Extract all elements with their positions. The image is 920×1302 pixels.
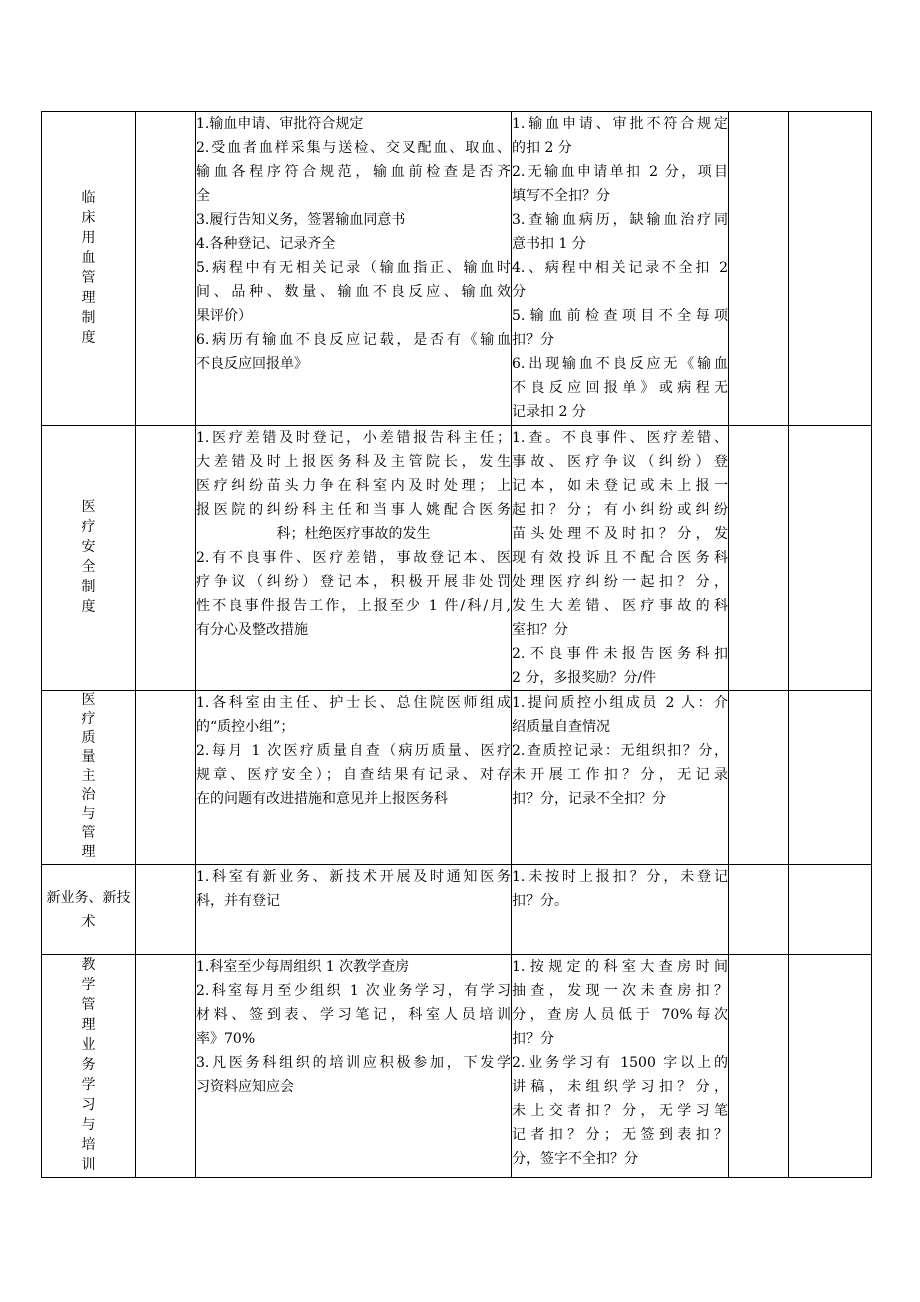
text-line: 事故、医疗争议（纠纷）登: [512, 454, 728, 470]
text-line: 的扣 2 分: [512, 140, 572, 156]
blank-cell: [136, 691, 196, 865]
blank-cell-remark: [789, 955, 872, 1178]
table-row: [42, 112, 872, 426]
text-line: 2.受血者血样采集与送检、交叉配血、取血、: [196, 140, 511, 156]
scoring-cell: [512, 865, 729, 955]
text-line: 全: [196, 188, 210, 204]
text-line: 2.有不良事件、医疗差错，事故登记本、医: [196, 550, 511, 566]
blank-cell-remark: [789, 691, 872, 865]
text-line: 习资料应知应会: [196, 1079, 294, 1095]
blank-cell-score: [729, 955, 789, 1178]
text-line: 不良反应回报单》: [196, 356, 308, 372]
standard-cell: [196, 112, 512, 426]
table-row: [42, 426, 872, 691]
text-line: 4.、病程中相关记录不全扣 2: [512, 260, 728, 276]
text-line: 2.科室每月至少组织 1 次业务学习，有学习: [196, 983, 511, 999]
text-line: 扣？分。: [512, 893, 568, 909]
text-line: 1.输血申请、审批不符合规定: [512, 116, 728, 132]
text-line: 记者扣？分；无签到表扣？: [512, 1127, 728, 1143]
text-line: 扣？分，记录不全扣？分: [512, 791, 666, 807]
text-line: 果评价）: [196, 308, 252, 324]
category-cell: [42, 691, 136, 865]
text-line: 抽查，发现一次未查房扣？: [512, 983, 728, 999]
text-line: 性不良事件报告工作，上报至少 1 件/科/月,: [196, 598, 511, 614]
text-line: 疗争议（纠纷）登记本，积极开展非处罚: [196, 574, 511, 590]
text-line: 1.科室至少每周组织 1 次教学查房: [196, 959, 410, 975]
text-line: 的“质控小组”；: [196, 719, 295, 735]
text-line: 未上交者扣？分，无学习笔: [512, 1103, 728, 1119]
standard-cell: [196, 865, 512, 955]
text-line: 5.病程中有无相关记录（输血指正、输血时: [196, 260, 511, 276]
table-row: [42, 955, 872, 1178]
blank-cell: [136, 955, 196, 1178]
text-line: 不良反应回报单》或病程无: [512, 380, 728, 396]
text-line: 分: [512, 284, 526, 300]
text-line: 率》70%: [196, 1031, 256, 1047]
text-line: 绍质量自查情况: [512, 719, 610, 735]
category-cell: [42, 955, 136, 1178]
text-line: 间、品种、数量、输血不良反应、输血效: [196, 284, 511, 300]
blank-cell-score: [729, 112, 789, 426]
text-line: 1.未按时上报扣？分，未登记: [512, 869, 728, 885]
text-line: 在的问题有改进措施和意见并上报医务科: [196, 791, 448, 807]
blank-cell: [136, 112, 196, 426]
text-line: 记录扣 2 分: [512, 404, 586, 420]
text-line: 填写不全扣？分: [512, 188, 610, 204]
table-row: [42, 691, 872, 865]
text-line: 输血各程序符合规范，输血前检查是否齐: [196, 164, 511, 180]
standard-cell: [196, 426, 512, 691]
text-line: 3.凡医务科组织的培训应积极参加，下发学: [196, 1055, 511, 1071]
blank-cell-score: [729, 865, 789, 955]
category-cell: [42, 112, 136, 426]
text-line: 记本，如未登记或未上报一: [512, 478, 728, 494]
category-label: 医疗安全制度: [81, 499, 96, 615]
text-line: 2.不良事件未报告医务科扣: [512, 646, 728, 662]
text-line: 意书扣 1 分: [512, 236, 586, 252]
inspection-table: [41, 111, 872, 1178]
text-line: 医疗纠纷苗头力争在科室内及时处理；上: [196, 478, 511, 494]
scoring-cell: [512, 112, 729, 426]
text-line: 2.无输血申请单扣 2 分，项目: [512, 164, 728, 180]
blank-cell-score: [729, 426, 789, 691]
text-line: 发生大差错、医疗事故的科: [512, 598, 728, 614]
category-cell: [42, 426, 136, 691]
text-line: 1.医疗差错及时登记，小差错报告科主任；: [196, 430, 511, 446]
table-row: [42, 865, 872, 955]
text-line: 处理医疗纠纷一起扣？分，: [512, 574, 728, 590]
text-line: 3.履行告知义务，签署输血同意书: [196, 212, 406, 228]
text-line: 材料、签到表、学习笔记，科室人员培训: [196, 1007, 511, 1023]
text-line: 3.查输血病历，缺输血治疗同: [512, 212, 728, 228]
blank-cell-remark: [789, 865, 872, 955]
scoring-cell: [512, 691, 729, 865]
text-line: 大差错及时上报医务科及主管院长，发生: [196, 454, 511, 470]
blank-cell: [136, 865, 196, 955]
blank-cell: [136, 426, 196, 691]
scoring-cell: [512, 955, 729, 1178]
text-line: 室扣？分: [512, 622, 568, 638]
text-line: 1.科室有新业务、新技术开展及时通知医务: [196, 869, 511, 885]
standard-cell: [196, 691, 512, 865]
text-line: 有分心及整改措施: [196, 622, 308, 638]
category-cell: [42, 865, 136, 955]
text-line: 扣？分: [512, 1031, 554, 1047]
text-line: 苗头处理不及时扣？分，发: [512, 526, 728, 542]
text-line: 报医院的纠纷科主任和当事人姚配合医务: [196, 502, 511, 518]
text-line: 讲稿，未组织学习扣？分，: [512, 1079, 728, 1095]
standard-cell: [196, 955, 512, 1178]
text-line: 分，签字不全扣？分: [512, 1151, 638, 1167]
text-line: 科；杜绝医疗事故的发生: [276, 526, 431, 542]
text-line: 6.病历有输血不良反应记载，是否有《输血: [196, 332, 511, 348]
text-line: 扣？分: [512, 332, 554, 348]
text-line: 6.出现输血不良反应无《输血: [512, 356, 728, 372]
text-line: 规章、医疗安全）；自查结果有记录、对存: [196, 767, 511, 783]
text-line: 未开展工作扣？分，无记录: [512, 767, 728, 783]
blank-cell-remark: [789, 426, 872, 691]
scoring-cell: [512, 426, 729, 691]
text-line: 现有效投诉且不配合医务科: [512, 550, 728, 566]
blank-cell-remark: [789, 112, 872, 426]
category-label: 医疗质量主治与管理: [81, 692, 96, 860]
text-line: 1.按规定的科室大查房时间: [512, 959, 728, 975]
text-line: 分，查房人员低于 70%每次: [512, 1007, 728, 1023]
category-label: 临床用血管理制度: [81, 189, 96, 346]
category-label: 新业务、新技术: [46, 889, 131, 930]
category-label: 教学管理 业务学习与培训: [81, 957, 96, 1173]
text-line: 4.各种登记、记录齐全: [196, 236, 336, 252]
blank-cell-score: [729, 691, 789, 865]
text-line: 2.每月 1 次医疗质量自查（病历质量、医疗: [196, 743, 511, 759]
text-line: 5.输血前检查项目不全每项: [512, 308, 728, 324]
text-line: 2.查质控记录：无组织扣？分，: [512, 743, 728, 759]
text-line: 科，并有登记: [196, 893, 280, 909]
text-line: 1.查。不良事件、医疗差错、: [512, 430, 728, 446]
text-line: 1.提问质控小组成员 2 人：介: [512, 695, 728, 711]
text-line: 2.业务学习有 1500 字以上的: [512, 1055, 728, 1071]
text-line: 2 分，多报奖励？分/件: [512, 670, 657, 686]
text-line: 1.各科室由主任、护士长、总住院医师组成: [196, 695, 511, 711]
text-line: 1.输血申请、审批符合规定: [196, 116, 364, 132]
text-line: 起扣？分；有小纠纷或纠纷: [512, 502, 728, 518]
